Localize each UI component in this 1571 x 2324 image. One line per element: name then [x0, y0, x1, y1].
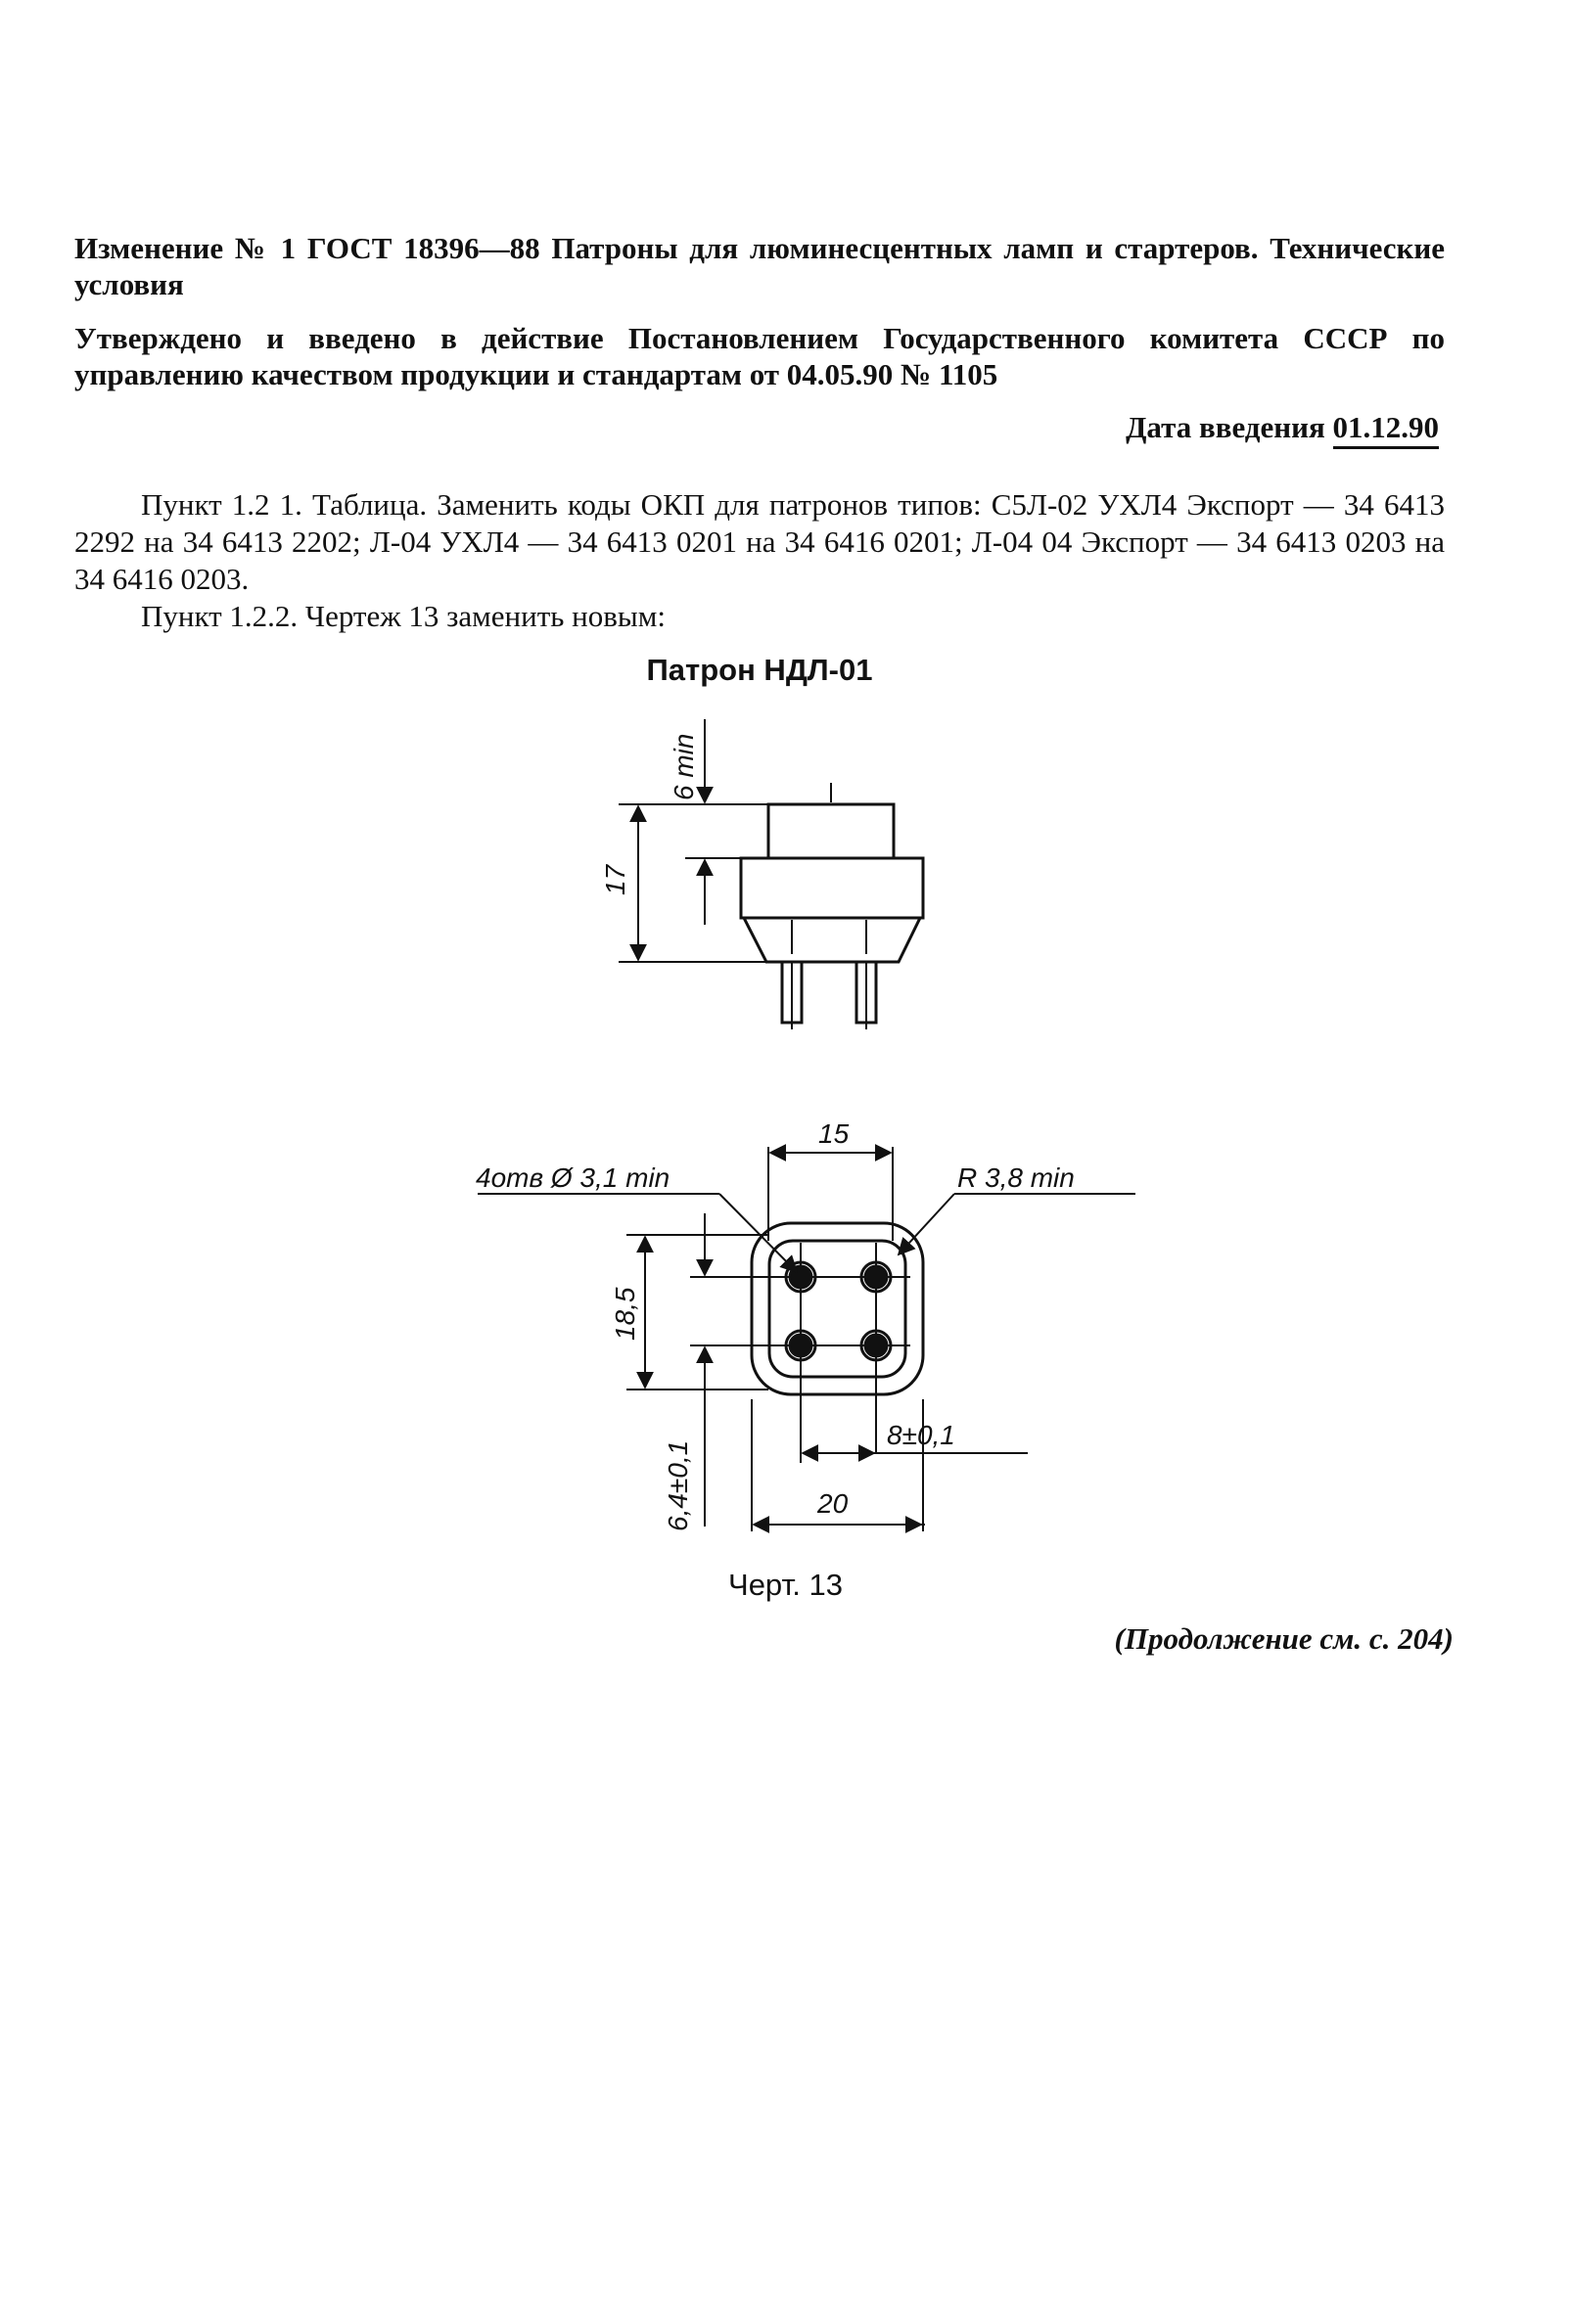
dim-6min-label: 6 min [669, 733, 699, 800]
dim-radius-label: R 3,8 min [957, 1162, 1075, 1193]
document-body [74, 230, 1445, 687]
dim-6-4-label: 6,4±0,1 [663, 1439, 693, 1531]
date-label: Дата введения [1126, 410, 1325, 444]
dim-18-5-label: 18,5 [610, 1287, 640, 1341]
dim-15-label: 15 [818, 1118, 850, 1149]
amendment-heading: Изменение № 1 ГОСТ 18396—88 Патроны для люминесцентных ламп и стартеров. Технические условия [74, 231, 1445, 301]
date-value: 01.12.90 [1333, 410, 1440, 449]
effective-date-line [74, 410, 1445, 445]
dim-20-label: 20 [817, 1488, 849, 1519]
dim-17-label: 17 [600, 864, 630, 895]
dim-8-label: 8±0,1 [887, 1420, 955, 1450]
paragraph-1: Пункт 1.2 1. Таблица. Заменить коды ОКП для патронов типов: С5Л-02 УХЛ4 Экспорт — 34 6413 2292 на 34 6413 2202; Л-04 УХЛ4 — 34 6413 0201 на 34 6416 0201; Л-04 04 Экспорт — 34 6413 0203 на 34 6416 0203. [74, 487, 1445, 596]
approval-heading: Утверждено и введено в действие Постановлением Государственного комитета СССР по управлению качеством продукции и стандартам от 04.05.90 № 1105 [74, 321, 1445, 391]
bottom-view [752, 1223, 923, 1394]
continuation-note: (Продолжение см. с. 204) [1114, 1621, 1454, 1656]
dim-holes-label: 4отв Ø 3,1 min [476, 1162, 670, 1193]
paragraph-2: Пункт 1.2.2. Чертеж 13 заменить новым: [141, 599, 666, 633]
drawing-title: Патрон НДЛ-01 [646, 653, 873, 687]
drawing-caption: Черт. 13 [728, 1568, 843, 1602]
side-view [741, 783, 923, 1029]
